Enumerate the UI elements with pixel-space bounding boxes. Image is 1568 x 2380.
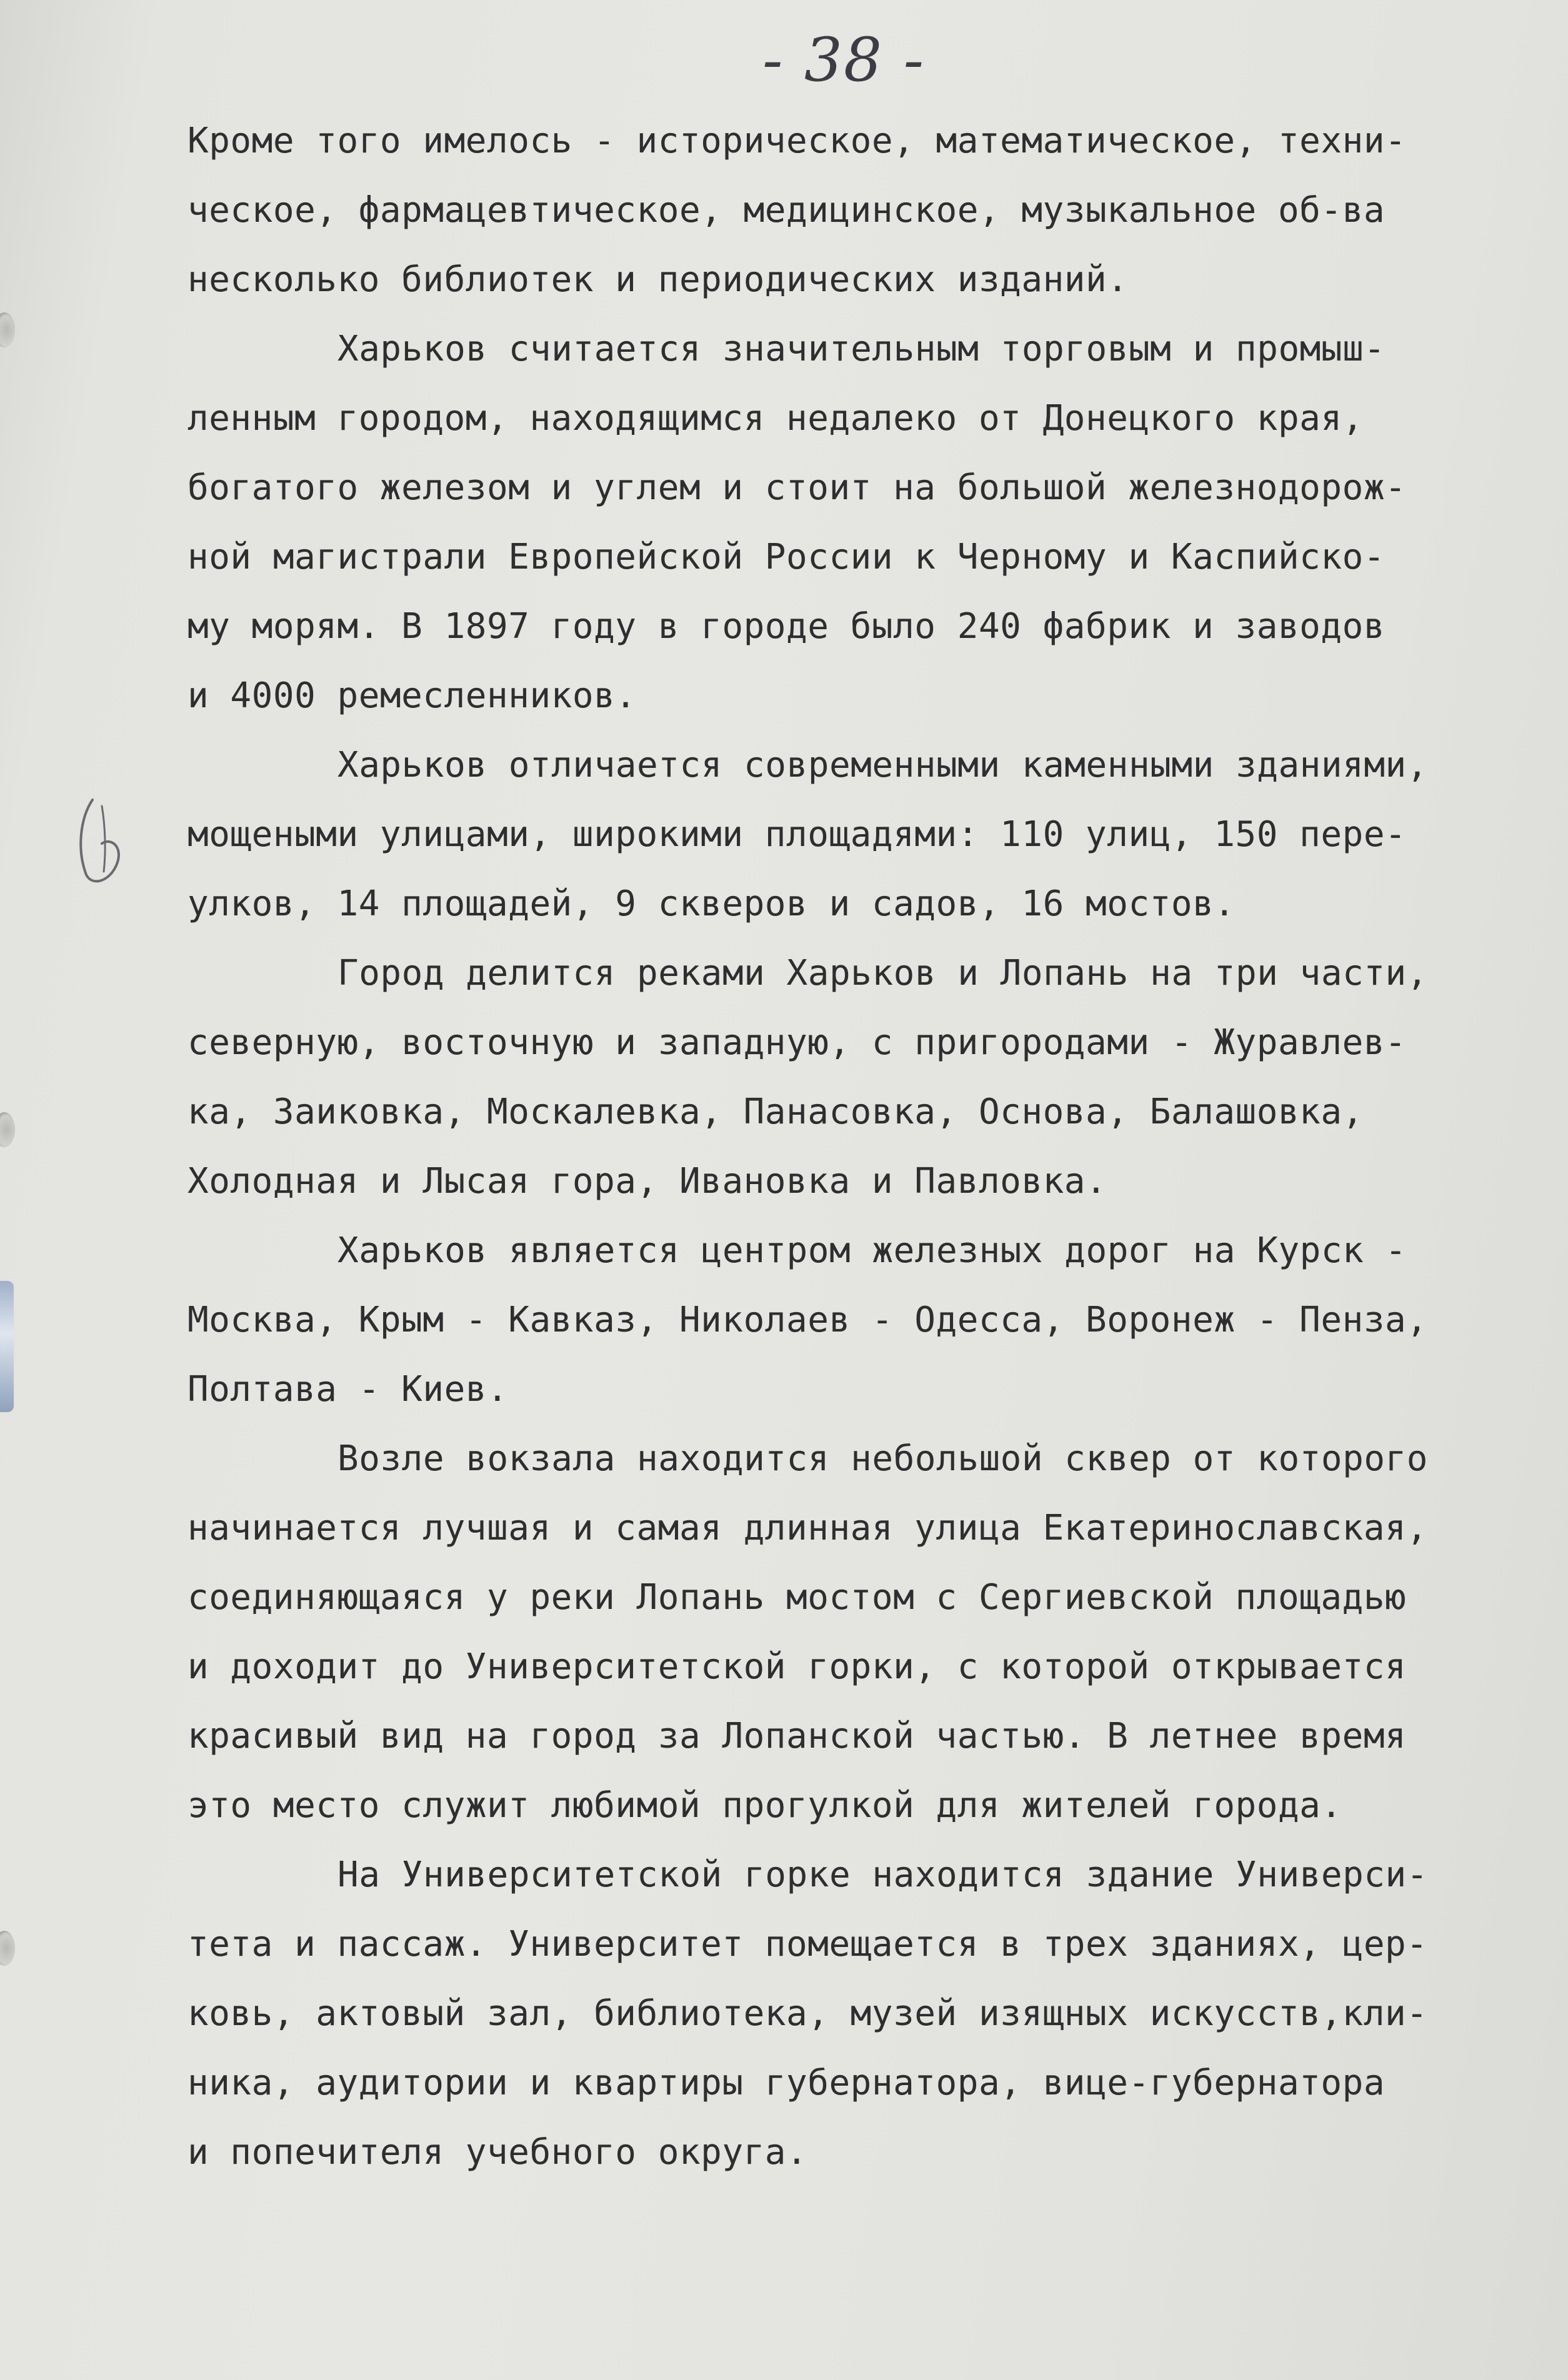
paragraph: [187, 314, 1537, 730]
text-line: и попечителя учебного округа.: [187, 2132, 808, 2173]
handwritten-margin-mark: [67, 794, 136, 887]
paragraph: [187, 939, 1537, 1216]
text-line: ника, аудитории и квартиры губернатора, вице-губернатора: [187, 2063, 1386, 2103]
text-line: Холодная и Лысая гора, Ивановка и Павловка.: [187, 1161, 1107, 1202]
text-line: ковь, актовый зал, библиотека, музей изящных искусств,кли-: [187, 1993, 1428, 2034]
text-line: богатого железом и углем и стоит на большой железнодорож-: [187, 467, 1407, 508]
binder-hole: [0, 1112, 15, 1147]
paragraph: [187, 730, 1537, 939]
text-line: это место служит любимой прогулкой для жителей города.: [187, 1785, 1342, 1826]
binding-clip: [0, 1281, 14, 1412]
page-number: - 38 -: [762, 25, 926, 95]
text-line: му морям. В 1897 году в городе было 240 фабрик и заводов: [187, 606, 1386, 647]
text-line: На Университетской горке находится здание Универси-: [337, 1855, 1428, 1895]
text-line: Харьков отличается современными каменными зданиями,: [337, 745, 1428, 785]
text-line: ка, Заиковка, Москалевка, Панасовка, Основа, Балашовка,: [187, 1092, 1364, 1132]
text-line: несколько библиотек и периодических изданий.: [187, 259, 1129, 300]
typewritten-text: [187, 106, 1537, 2187]
text-line: улков, 14 площадей, 9 скверов и садов, 16 мостов.: [187, 884, 1236, 924]
text-line: Полтава - Киев.: [187, 1369, 509, 1410]
text-line: Москва, Крым - Кавказ, Николаев - Одесса, Воронеж - Пенза,: [187, 1300, 1428, 1340]
text-line: мощеными улицами, широкими площадями: 110 улиц, 150 пере-: [187, 814, 1407, 855]
binder-hole: [0, 312, 15, 347]
text-line: ческое, фармацевтическое, медицинское, музыкальное об-ва: [187, 190, 1386, 231]
text-line: северную, восточную и западную, с пригородами - Журавлев-: [187, 1022, 1407, 1063]
paragraph: [187, 106, 1537, 314]
paragraph: [187, 1424, 1537, 1840]
text-line: и 4000 ремесленников.: [187, 675, 637, 716]
text-line: тета и пассаж. Университет помещается в трех зданиях, цер-: [187, 1924, 1428, 1964]
text-line: Харьков считается значительным торговым и промыш-: [337, 329, 1386, 369]
text-line: соединяющаяся у реки Лопань мостом с Сергиевской площадью: [187, 1577, 1407, 1618]
text-line: Харьков является центром железных дорог на Курск -: [337, 1230, 1407, 1271]
text-line: красивый вид на город за Лопанской частью. В летнее время: [187, 1716, 1407, 1756]
text-line: Город делится реками Харьков и Лопань на три части,: [337, 953, 1428, 993]
paragraph: [187, 1840, 1537, 2187]
binder-hole: [0, 1931, 15, 1966]
text-line: Кроме того имелось - историческое, математическое, техни-: [187, 121, 1407, 161]
text-line: начинается лучшая и самая длинная улица Екатеринославская,: [187, 1508, 1428, 1548]
text-line: ной магистрали Европейской России к Черному и Каспийско-: [187, 537, 1386, 577]
text-line: и доходит до Университетской горки, с которой открывается: [187, 1646, 1407, 1687]
text-line: Возле вокзала находится небольшой сквер от которого: [337, 1438, 1428, 1479]
paragraph: [187, 1216, 1537, 1424]
text-line: ленным городом, находящимся недалеко от Донецкого края,: [187, 398, 1364, 439]
